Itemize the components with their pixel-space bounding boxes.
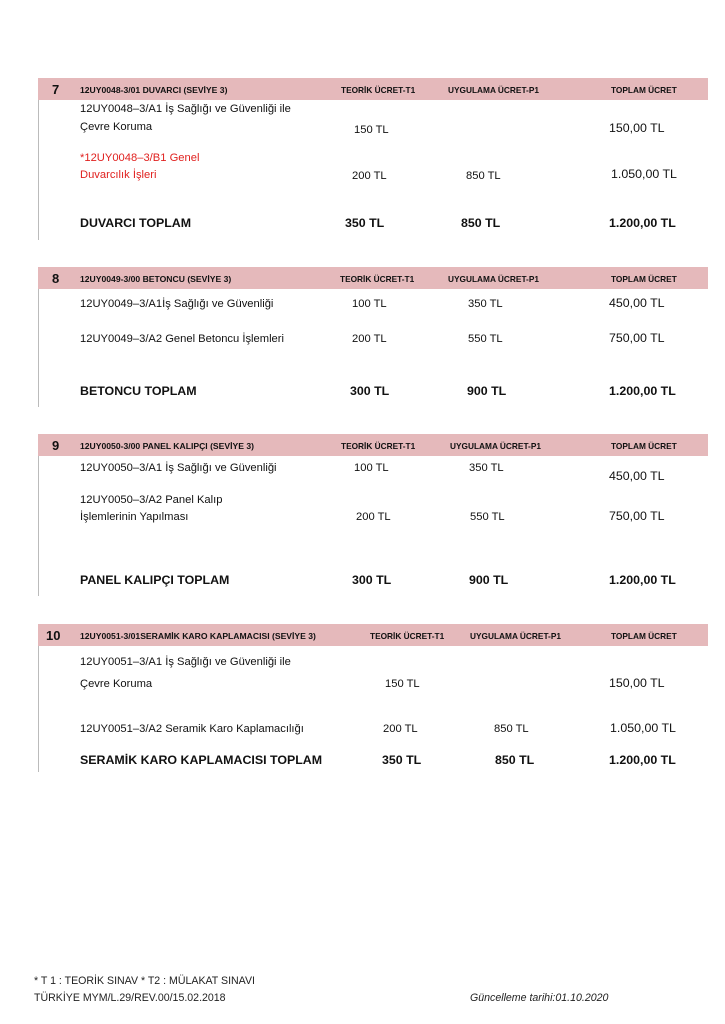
teorik-fee: 200 TL — [352, 170, 387, 182]
footer-legend: * T 1 : TEORİK SINAV * T2 : MÜLAKAT SINAVI — [34, 975, 255, 987]
total-uygulama: 900 TL — [467, 384, 507, 398]
total-uygulama: 850 TL — [495, 753, 535, 767]
update-date: Güncelleme tarihi:01.10.2020 — [470, 992, 609, 1004]
unit-name: 12UY0049–3/A1İş Sağlığı ve Güvenliği — [80, 298, 274, 310]
total-teorik: 350 TL — [382, 753, 422, 767]
total-label: DUVARCI TOPLAM — [80, 216, 192, 230]
toplam-fee: 150,00 TL — [609, 121, 665, 135]
uygulama-fee: 550 TL — [468, 333, 503, 345]
teorik-fee: 150 TL — [354, 124, 389, 136]
teorik-fee: 200 TL — [356, 511, 391, 523]
total-label: BETONCU TOPLAM — [80, 384, 197, 398]
uygulama-fee: 550 TL — [470, 511, 505, 523]
total-teorik: 300 TL — [352, 573, 392, 587]
teorik-fee: 150 TL — [385, 678, 420, 690]
total-teorik: 300 TL — [350, 384, 390, 398]
uygulama-fee: 350 TL — [468, 298, 503, 310]
total-label: PANEL KALIPÇI TOPLAM — [80, 573, 230, 587]
toplam-fee: 1.050,00 TL — [611, 167, 677, 181]
section-number: 8 — [52, 271, 60, 286]
toplam-fee: 150,00 TL — [609, 676, 665, 690]
unit-name: *12UY0048–3/B1 Genel — [80, 152, 200, 164]
unit-name-cont: Duvarcılık İşleri — [80, 169, 157, 181]
document-code: TÜRKİYE MYM/L.29/REV.00/15.02.2018 — [34, 992, 226, 1004]
uygulama-fee: 850 TL — [494, 723, 529, 735]
toplam-fee: 450,00 TL — [609, 469, 665, 483]
table-border — [38, 289, 39, 407]
total-toplam: 1.200,00 TL — [609, 216, 676, 230]
unit-name: 12UY0048–3/A1 İş Sağlığı ve Güvenliği ile — [80, 103, 291, 115]
teorik-fee: 200 TL — [352, 333, 387, 345]
total-toplam: 1.200,00 TL — [609, 753, 676, 767]
toplam-fee: 750,00 TL — [609, 509, 665, 523]
col-header-toplam: TOPLAM ÜCRET — [611, 274, 677, 284]
total-toplam: 1.200,00 TL — [609, 384, 676, 398]
unit-name: 12UY0051–3/A2 Seramik Karo Kaplamacılığı — [80, 723, 304, 735]
total-label: SERAMİK KARO KAPLAMACISI TOPLAM — [80, 753, 323, 767]
uygulama-fee: 350 TL — [469, 462, 504, 474]
table-border — [38, 456, 39, 596]
teorik-fee: 100 TL — [352, 298, 387, 310]
section-title: 12UY0049-3/00 BETONCU (SEVİYE 3) — [80, 274, 232, 284]
col-header-uygulama: UYGULAMA ÜCRET-P1 — [450, 441, 541, 451]
teorik-fee: 100 TL — [354, 462, 389, 474]
col-header-teorik: TEORİK ÜCRET-T1 — [341, 441, 416, 451]
col-header-teorik: TEORİK ÜCRET-T1 — [370, 631, 445, 641]
col-header-toplam: TOPLAM ÜCRET — [611, 631, 677, 641]
section-title: 12UY0051-3/01SERAMİK KARO KAPLAMACISI (SEVİYE 3) — [80, 631, 316, 641]
uygulama-fee: 850 TL — [466, 170, 501, 182]
unit-name-cont: Çevre Koruma — [80, 121, 153, 133]
table-border — [38, 646, 39, 772]
col-header-toplam: TOPLAM ÜCRET — [611, 85, 677, 95]
total-uygulama: 850 TL — [461, 216, 501, 230]
unit-name-cont: Çevre Koruma — [80, 678, 153, 690]
toplam-fee: 750,00 TL — [609, 331, 665, 345]
col-header-toplam: TOPLAM ÜCRET — [611, 441, 677, 451]
section-number: 9 — [52, 438, 60, 453]
col-header-uygulama: UYGULAMA ÜCRET-P1 — [448, 274, 539, 284]
toplam-fee: 450,00 TL — [609, 296, 665, 310]
total-teorik: 350 TL — [345, 216, 385, 230]
unit-name: 12UY0050–3/A1 İş Sağlığı ve Güvenliği — [80, 462, 277, 474]
section-title: 12UY0048-3/01 DUVARCI (SEVİYE 3) — [80, 85, 228, 95]
col-header-teorik: TEORİK ÜCRET-T1 — [341, 85, 416, 95]
table-border — [38, 100, 39, 240]
total-toplam: 1.200,00 TL — [609, 573, 676, 587]
unit-name: 12UY0050–3/A2 Panel Kalıp — [80, 494, 223, 506]
unit-name: 12UY0049–3/A2 Genel Betoncu İşlemleri — [80, 333, 284, 345]
col-header-uygulama: UYGULAMA ÜCRET-P1 — [470, 631, 561, 641]
total-uygulama: 900 TL — [469, 573, 509, 587]
unit-name-cont: İşlemlerinin Yapılması — [80, 511, 189, 523]
section-title: 12UY0050-3/00 PANEL KALIPÇI (SEVİYE 3) — [80, 441, 255, 451]
section-number: 10 — [46, 628, 61, 643]
teorik-fee: 200 TL — [383, 723, 418, 735]
col-header-teorik: TEORİK ÜCRET-T1 — [340, 274, 415, 284]
toplam-fee: 1.050,00 TL — [610, 721, 676, 735]
unit-name: 12UY0051–3/A1 İş Sağlığı ve Güvenliği ile — [80, 656, 291, 668]
col-header-uygulama: UYGULAMA ÜCRET-P1 — [448, 85, 539, 95]
section-number: 7 — [52, 82, 60, 97]
